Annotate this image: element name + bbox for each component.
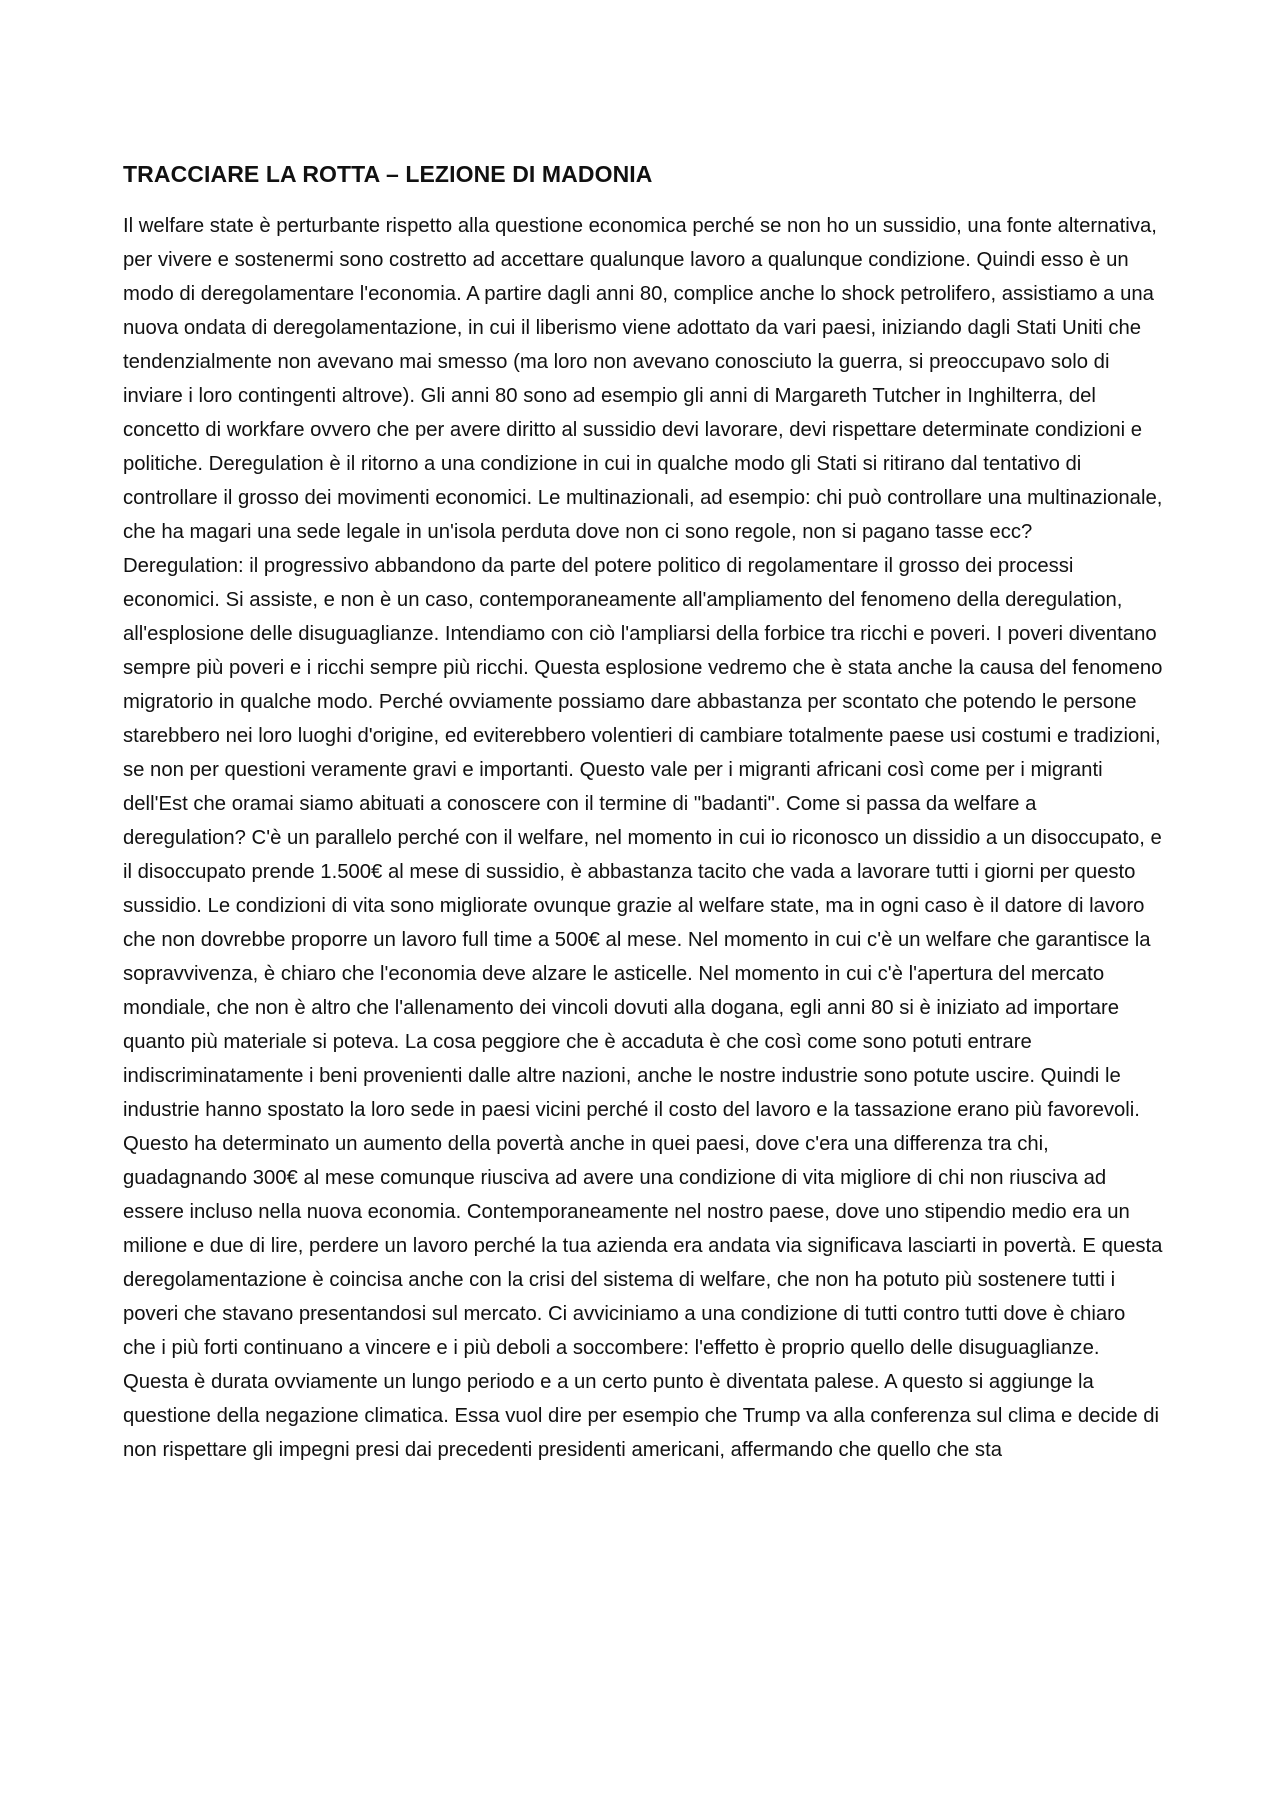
document-title: TRACCIARE LA ROTTA – LEZIONE DI MADONIA [123,161,653,187]
paragraph-deregulation: Deregulation: il progressivo abbandono da parte del potere politico di regolamentare il grosso dei processi economici. Si assiste, e non è un caso, contemporaneamente all'ampliamento del fenomeno della deregulation, all'esplosione delle disuguaglianze. Intendiamo con ciò l'ampliarsi della forbice tra ricchi e poveri. I poveri diventano sempre più poveri e i ricchi sempre più ricchi. Questa esplosione vedremo che è stata anche la causa del fenomeno migratorio in qualche modo. Perché ovviamente possiamo dare abbastanza per scontato che potendo le persone starebbero nei loro luoghi d'origine, ed eviterebbero volentieri di cambiare totalmente paese usi costumi e tradizioni, se non per questioni veramente gravi e importanti. Questo vale per i migranti africani così come per i migranti dell'Est che oramai siamo abituati a conoscere con il termine di "badanti". Come si passa da welfare a deregulation? C'è un parallelo perché con il welfare, nel momento in cui io riconosco un dissidio a un disoccupato, e il disoccupato prende 1.500€ al mese di sussidio, è abbastanza tacito che vada a lavorare tutti i giorni per questo sussidio. Le condizioni di vita sono migliorate ovunque grazie al welfare state, ma in ogni caso è il datore di lavoro che non dovrebbe proporre un lavoro full time a 500€ al mese. Nel momento in cui c'è un welfare che garantisce la sopravvivenza, è chiaro che l'economia deve alzare le asticelle. Nel momento in cui c'è l'apertura del mercato mondiale, che non è altro che l'allenamento dei vincoli dovuti alla dogana, egli anni 80 si è iniziato ad importare quanto più materiale si poteva. La cosa peggiore che è accaduta è che così come sono potuti entrare indiscriminatamente i beni provenienti dalle altre nazioni, anche le nostre industrie sono potute uscire. Quindi le industrie hanno spostato la loro sede in paesi vicini perché il costo del lavoro e la tassazione erano più favorevoli. Questo ha determinato un aumento della povertà anche in quei paesi, dove c'era una differenza tra chi, guadagnando 300€ al mese comunque riusciva ad avere una condizione di vita migliore di chi non riusciva ad essere incluso nella nuova economia. Contemporaneamente nel nostro paese, dove uno stipendio medio era un milione e due di lire, perdere un lavoro perché la tua azienda era andata via significava lasciarti in povertà. E questa deregolamentazione è coincisa anche con la crisi del sistema di welfare, che non ha potuto più sostenere tutti i poveri che stavano presentandosi sul mercato. Ci avviciniamo a una condizione di tutti contro tutti dove è chiaro che i più forti continuano a vincere e i più deboli a soccombere: l'effetto è proprio quello delle disuguaglianze. Questa è durata ovviamente un lungo periodo e a un certo punto è diventata palese. A questo si aggiunge la questione della negazione climatica. Essa vuol dire per esempio che Trump va alla conferenza sul clima e decide di non rispettare gli impegni presi dai precedenti presidenti americani, affermando che quello che sta [123,555,1163,1461]
paragraph-welfare-state: Il welfare state è perturbante rispetto alla questione economica perché se non ho un sussidio, una fonte alternativa, per vivere e sostenermi sono costretto ad accettare qualunque lavoro a qualunque condizione. Quindi esso è un modo di deregolamentare l'economia. A partire dagli anni 80, complice anche lo shock petrolifero, assistiamo a una nuova ondata di deregolamentazione, in cui il liberismo viene adottato da vari paesi, iniziando dagli Stati Uniti che tendenzialmente non avevano mai smesso (ma loro non avevano conosciuto la guerra, si preoccupavo solo di inviare i loro contingenti altrove). Gli anni 80 sono ad esempio gli anni di Margareth Tutcher in Inghilterra, del concetto di workfare ovvero che per avere diritto al sussidio devi lavorare, devi rispettare determinate condizioni e politiche. Deregulation è il ritorno a una condizione in cui in qualche modo gli Stati si ritirano dal tentativo di controllare il grosso dei movimenti economici. Le multinazionali, ad esempio: chi può controllare una multinazionale, che ha magari una sede legale in un'isola perduta dove non ci sono regole, non si pagano tasse ecc? [123,215,1163,543]
document-body [123,157,1163,1467]
